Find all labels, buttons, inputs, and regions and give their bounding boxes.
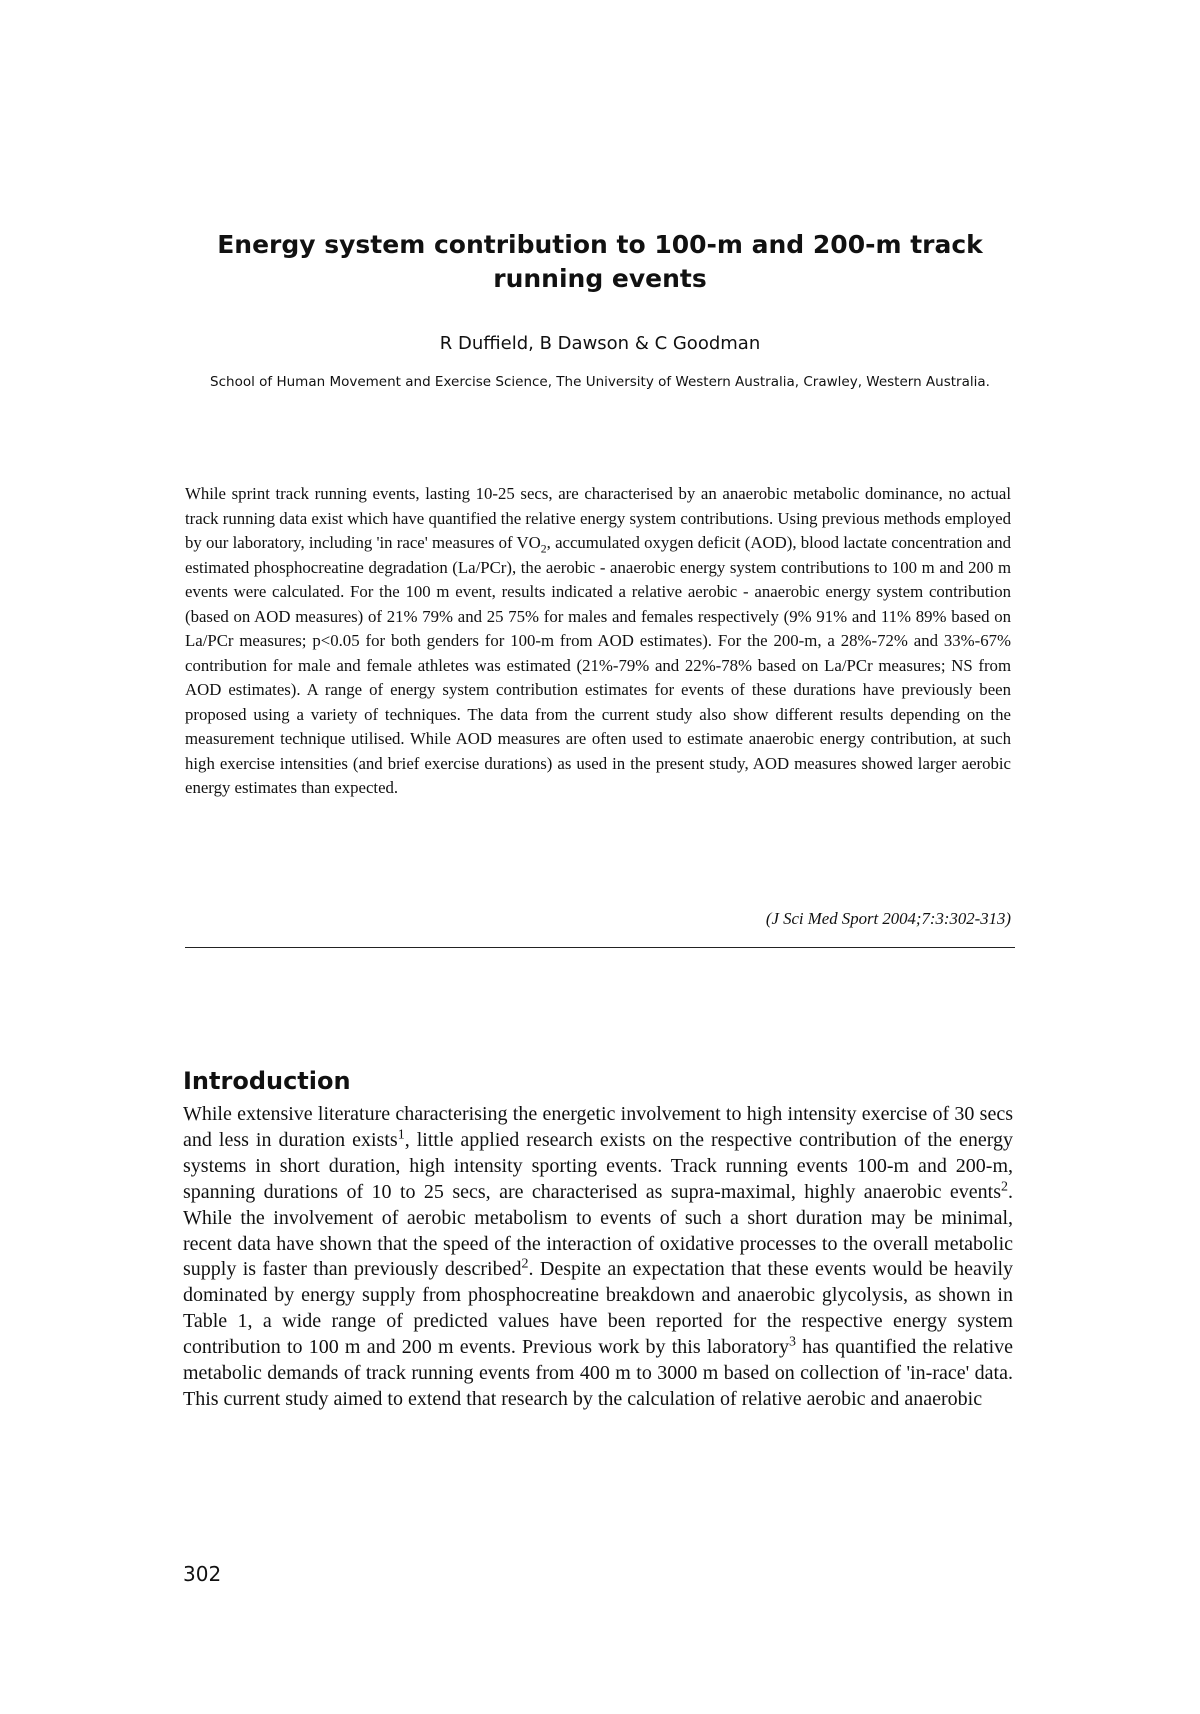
intro-sentence-3: . While the involvement of aerobic metabolism to events of such a short duration may be minimal, recent data have shown that the speed of the interaction of oxidative processes to the overall metabolic supply is faster than previously described bbox=[183, 1180, 1013, 1281]
intro-sentence-4: . Despite an expectation that these events would be heavily dominated by energy supply from phosphocreatine breakdown and anaerobic glycolysis, as shown in Table 1, a wide range of predicted values have been reported for the respective energy system contribution to 100 m and 200 m events. Previous work by this laboratory bbox=[183, 1258, 1013, 1359]
introduction-paragraph bbox=[183, 1102, 1013, 1413]
divider-rule bbox=[185, 947, 1015, 948]
intro-sentence-5: has quantified the relative metabolic demands of track running events from 400 m to 3000 m based on collection of 'in-race' data. This current study aimed to extend that research by the calculation of relative aerobic and anaerobic bbox=[183, 1336, 1014, 1410]
intro-sentence-2: , little applied research exists on the respective contribution of the energy systems in short duration, high intensity sporting events. Track running events 100-m and 200-m, spanning durations of 10 to 25 secs, are characterised as supra-maximal, highly anaerobic events bbox=[183, 1128, 1014, 1203]
intro-sentence-1: While extensive literature characterising the energetic involvement to high intensity exercise of 30 secs and less in duration exists bbox=[183, 1103, 1013, 1151]
abstract-text-part-1: While sprint track running events, lasting 10-25 secs, are characterised by an anaerobic metabolic dominance, no actual track running data exist which have quantified the relative energy system contributions. Using previous methods employed by our laboratory, including 'in race' measures of VO bbox=[185, 484, 1011, 552]
subscript-2: 2 bbox=[540, 542, 547, 556]
page-number: 302 bbox=[183, 1562, 222, 1586]
affiliation: School of Human Movement and Exercise Science, The University of Western Australia, Crawley, Western Australia. bbox=[210, 374, 990, 390]
reference-marker: 2 bbox=[521, 1256, 529, 1272]
reference-marker: 2 bbox=[1001, 1179, 1008, 1195]
reference-marker: 1 bbox=[397, 1127, 405, 1143]
abstract-text-part-2: , accumulated oxygen deficit (AOD), blood lactate concentration and estimated phosphocreatine degradation (La/PCr), the aerobic - anaerobic energy system contributions to 100 m and 200 m events were calculated. For the 100 m event, results indicated a relative aerobic - anaerobic energy system contribution (based on AOD measures) of 21% 79% and 25 75% for males and females respectively (9% 91% and 11% 89% based on La/PCr measures; p<0.05 for both genders for 100-m from AOD estimates). For the 200-m, a 28%-72% and 33%-67% contribution for male and female athletes was estimated (21%-79% and 22%-78% based on La/PCr measures; NS from AOD estimates). A range of energy system contribution estimates for events of these durations have previously been proposed using a variety of techniques. The data from the current study also show different results depending on the measurement technique utilised. While AOD measures are often used to estimate anaerobic energy contribution, at such high exercise intensities (and brief exercise durations) as used in the present study, AOD measures showed larger aerobic energy estimates than expected. bbox=[185, 533, 1011, 797]
abstract bbox=[185, 482, 1011, 801]
article-title: Energy system contribution to 100-m and 200-m track running events bbox=[217, 230, 983, 293]
reference-marker: 3 bbox=[789, 1334, 797, 1350]
author-list: R Duffield, B Dawson & C Goodman bbox=[439, 333, 761, 354]
journal-citation: (J Sci Med Sport 2004;7:3:302-313) bbox=[765, 909, 1011, 928]
section-heading-introduction: Introduction bbox=[183, 1067, 351, 1095]
